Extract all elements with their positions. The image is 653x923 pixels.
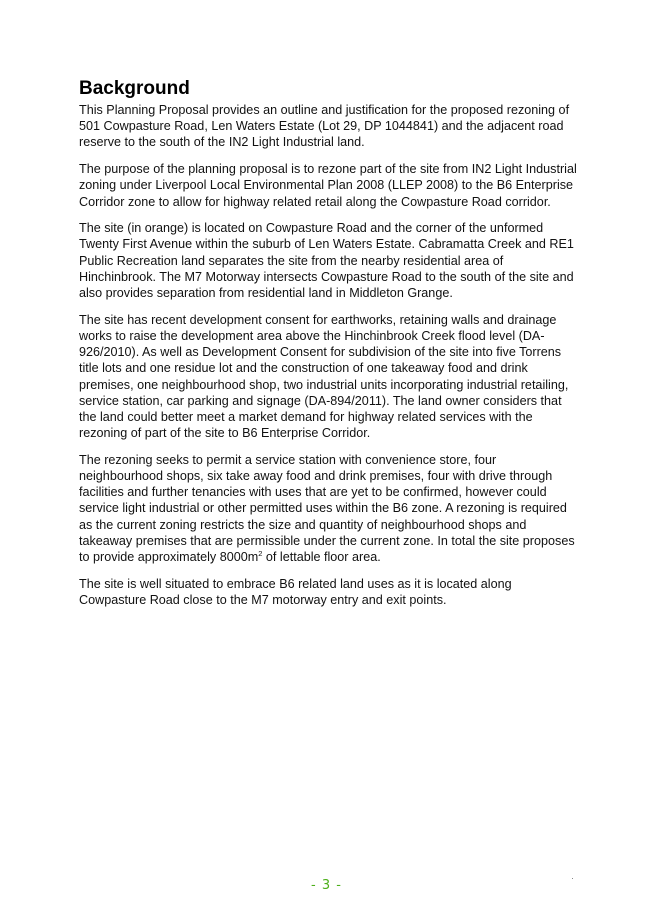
section-heading: Background	[79, 78, 190, 99]
paragraph-5	[79, 452, 579, 565]
document-body	[79, 78, 579, 619]
paragraph-4: The site has recent development consent for earthworks, retaining walls and drainage works to raise the development area above the Hinchinbrook Creek flood level (DA-926/2010). As well as Development Consent for subdivision of the site into five Torrens title lots and one residue lot and the construction of one takeaway food and drink premises, one neighbourhood shop, two industrial units incorporating industrial retailing, service station, car parking and signage (DA-894/2011). The land owner considers that the land could better meet a market demand for highway related services with the rezoning of part of the site to B6 Enterprise Corridor.	[79, 312, 569, 441]
paragraph-3: The site (in orange) is located on Cowpasture Road and the corner of the unformed Twenty First Avenue within the suburb of Len Waters Estate. Cabramatta Creek and RE1 Public Recreation land separates the site from the nearby residential area of Hinchinbrook. The M7 Motorway intersects Cowpasture Road to the south of the site and also provides separation from residential land in Middleton Grange.	[79, 221, 574, 301]
footer-dot	[572, 878, 573, 879]
paragraph-1: This Planning Proposal provides an outline and justification for the proposed rezoning of 501 Cowpasture Road, Len Waters Estate (Lot 29, DP 1044841) and the adjacent road reserve to the south of the IN2 Light Industrial land.	[79, 103, 570, 150]
paragraph-5-tail: of lettable floor area.	[262, 550, 381, 565]
page-number: - 3 -	[311, 878, 342, 893]
paragraph-2: The purpose of the planning proposal is to rezone part of the site from IN2 Light Industrial zoning under Liverpool Local Environmental Plan 2008 (LLEP 2008) to the B6 Enterprise Corridor zone to allow for highway related retail along the Cowpasture Road corridor.	[79, 162, 577, 209]
superscript-2: 2	[258, 548, 263, 558]
paragraph-6: The site is well situated to embrace B6 related land uses as it is located along Cowpasture Road close to the M7 motorway entry and exit points.	[79, 576, 512, 607]
paragraph-5-text: The rezoning seeks to permit a service station with convenience store, four neighbourhood shops, six take away food and drink premises, four with drive through facilities and further tenancies with uses that are yet to be confirmed, however could service light industrial or other permitted uses within the B6 zone. A rezoning is required as the current zoning restricts the size and quantity of neighbourhood shops and takeaway premises that are permissible under the current zone. In total the site proposes to provide approximately 8000m	[79, 452, 575, 565]
